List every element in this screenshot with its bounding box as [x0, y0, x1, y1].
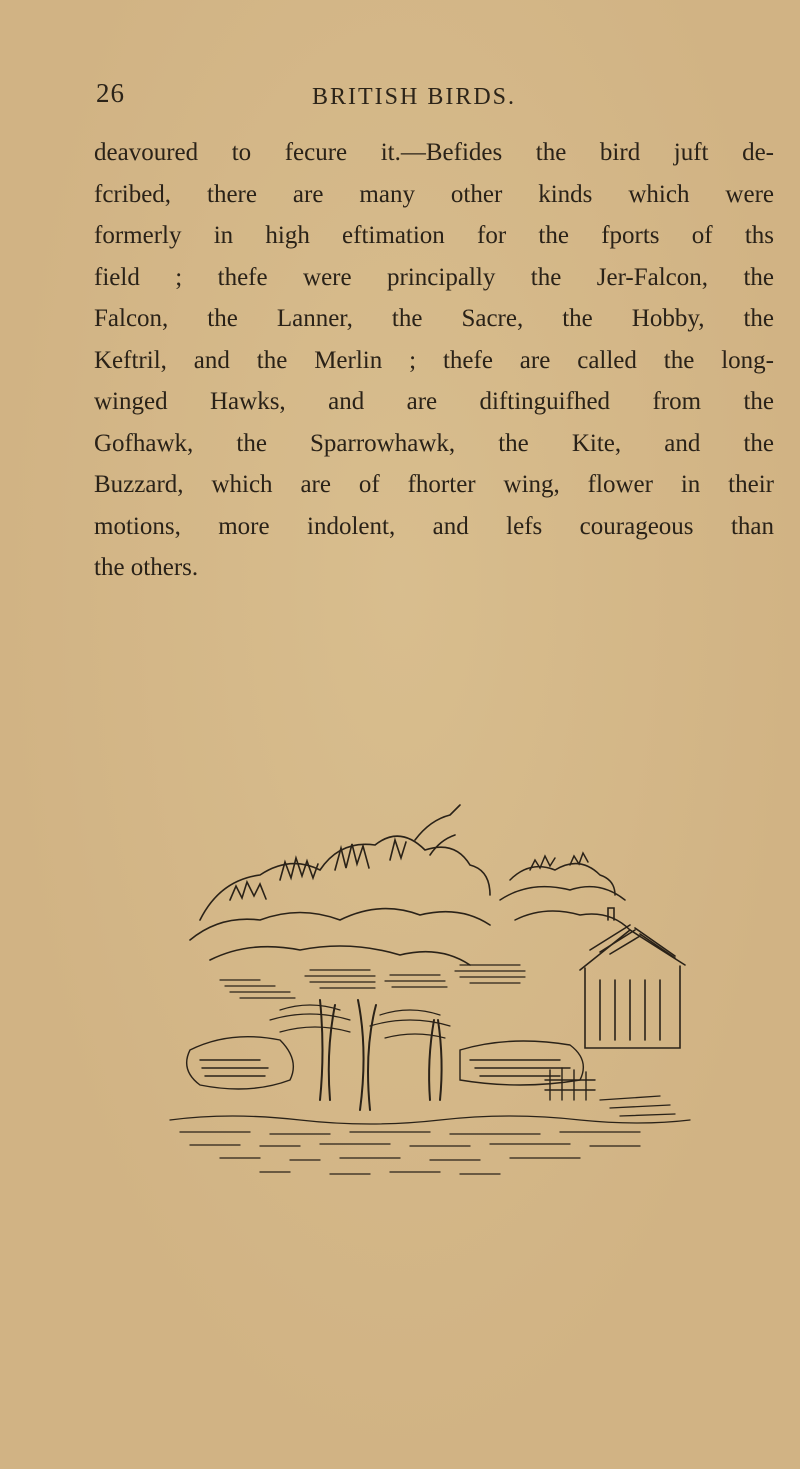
tree-cluster-right: [500, 853, 630, 930]
text-line: winged Hawks, and are diftinguifhed from the: [94, 388, 774, 415]
running-head: BRITISH BIRDS.: [312, 84, 517, 110]
page-header: [0, 78, 800, 118]
water-lines: [170, 1096, 690, 1174]
landscape-woodcut-vignette: [130, 800, 710, 1195]
text-line: motions, more indolent, and lefs courageous than: [94, 512, 774, 540]
text-line: fcribed, there are many other kinds which were: [94, 180, 774, 208]
text-line: the others.: [94, 554, 199, 581]
text-line: formerly in high eftimation for the fports of ths: [94, 222, 774, 249]
body-text: [94, 132, 774, 589]
text-line: Buzzard, which are of fhorter wing, flower in their: [94, 471, 774, 498]
rocky-bank: [187, 1037, 584, 1089]
text-line: Gofhawk, the Sparrowhawk, the Kite, and the: [94, 429, 774, 457]
text-line: field ; thefe were principally the Jer-Falcon, the: [94, 263, 774, 291]
text-line: Falcon, the Lanner, the Sacre, the Hobby, the: [94, 305, 774, 332]
cottage: [580, 908, 685, 1048]
page-number: 26: [96, 78, 125, 108]
tree-canopy: [190, 805, 490, 965]
text-line: deavoured to fecure it.—Befides the bird juft de-: [94, 139, 774, 166]
foliage-hatching: [220, 965, 525, 1038]
text-line: Keftril, and the Merlin ; thefe are called the long-: [94, 346, 774, 374]
